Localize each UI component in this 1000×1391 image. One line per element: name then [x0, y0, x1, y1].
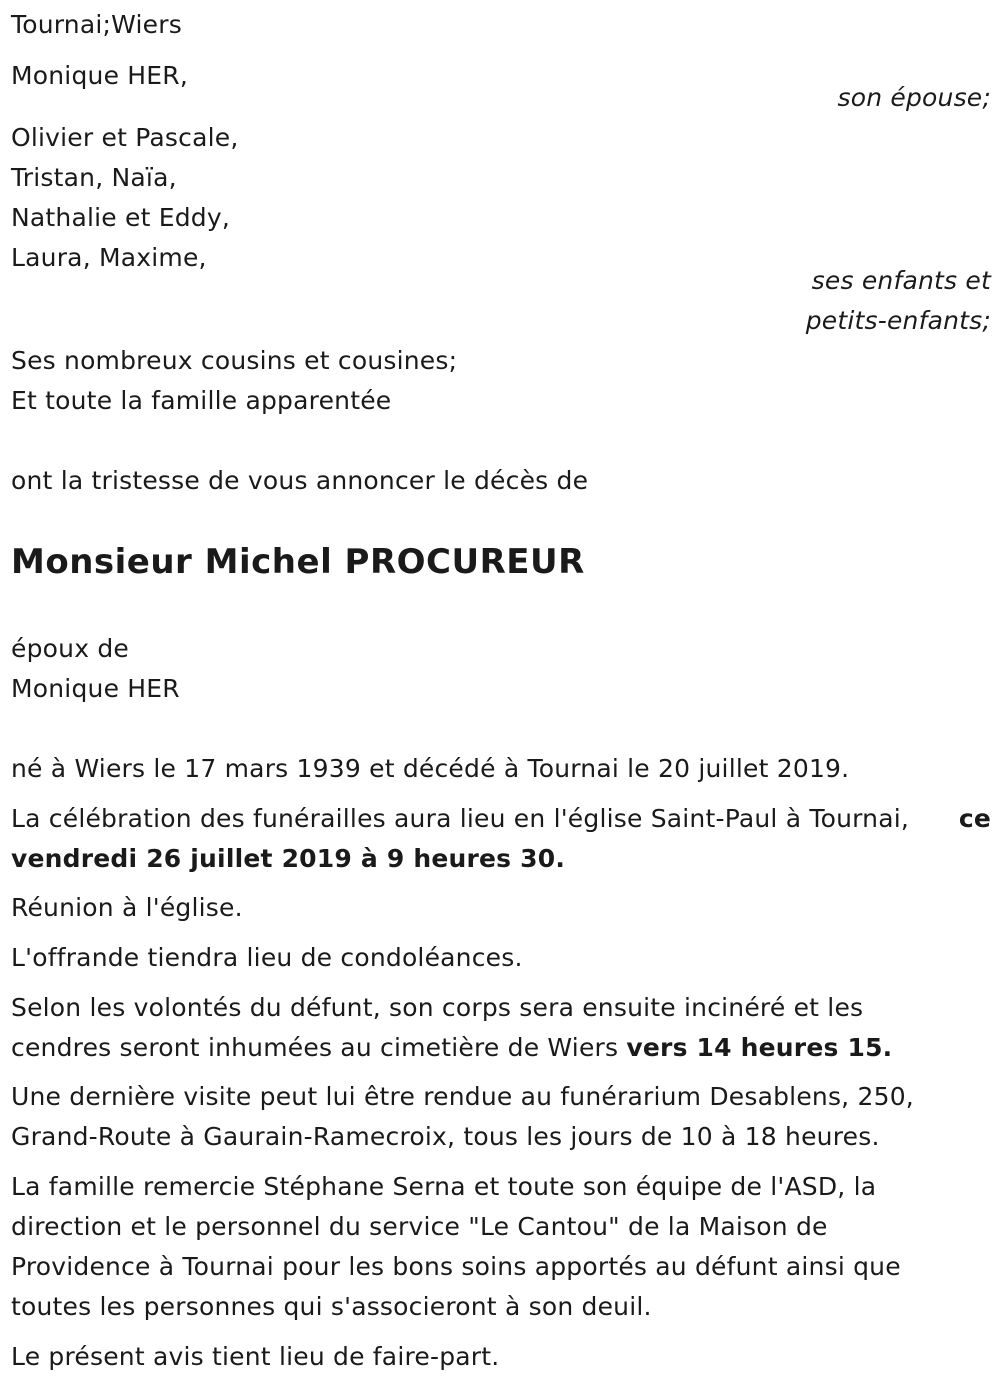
relatives-line: Et toute la famille apparentée — [11, 386, 392, 415]
cremation-time: vers 14 heures 15. — [626, 1033, 893, 1062]
deceased-name: Monsieur Michel PROCUREUR — [11, 542, 585, 582]
children-role-1: ses enfants et — [811, 266, 991, 295]
cousins-line: Ses nombreux cousins et cousines; — [11, 346, 458, 375]
child-line-3: Nathalie et Eddy, — [11, 203, 231, 232]
notice-line: Le présent avis tient lieu de faire-part. — [11, 1342, 500, 1371]
child-line-4: Laura, Maxime, — [11, 243, 207, 272]
obituary-notice — [11, 0, 991, 1391]
funeral-bold-start: ce — [958, 804, 991, 833]
child-line-2: Tristan, Naïa, — [11, 163, 177, 192]
cremation-line-1: Selon les volontés du défunt, son corps sera ensuite incinéré et les — [11, 993, 864, 1022]
funeral-text: La célébration des funérailles aura lieu en l'église Saint-Paul à Tournai, — [11, 804, 910, 833]
announcement-intro: ont la tristesse de vous annoncer le décès de — [11, 466, 589, 495]
child-line-1: Olivier et Pascale, — [11, 123, 239, 152]
children-role-2: petits-enfants; — [805, 306, 991, 335]
spouse-role: son épouse; — [837, 83, 991, 112]
funeral-line-1 — [11, 799, 991, 839]
spouse-name: Monique HER, — [11, 61, 189, 90]
meeting-line: Réunion à l'église. — [11, 893, 243, 922]
location-line: Tournai;Wiers — [11, 10, 182, 39]
cremation-text: cendres seront inhumées au cimetière de Wiers — [11, 1033, 619, 1062]
offering-line: L'offrande tiendra lieu de condoléances. — [11, 943, 523, 972]
thanks-line-2: direction et le personnel du service "Le Cantou" de la Maison de — [11, 1212, 828, 1241]
visit-line-2: Grand-Route à Gaurain-Ramecroix, tous les jours de 10 à 18 heures. — [11, 1122, 880, 1151]
thanks-line-1: La famille remercie Stéphane Serna et toute son équipe de l'ASD, la — [11, 1172, 877, 1201]
thanks-line-3: Providence à Tournai pour les bons soins apportés au défunt ainsi que — [11, 1252, 901, 1281]
husband-of-label: époux de — [11, 634, 129, 663]
visit-line-1: Une dernière visite peut lui être rendue au funérarium Desablens, 250, — [11, 1082, 914, 1111]
husband-of-name: Monique HER — [11, 674, 180, 703]
birth-death-line: né à Wiers le 17 mars 1939 et décédé à Tournai le 20 juillet 2019. — [11, 754, 850, 783]
funeral-date-time: vendredi 26 juillet 2019 à 9 heures 30. — [11, 844, 566, 873]
thanks-line-4: toutes les personnes qui s'associeront à son deuil. — [11, 1292, 652, 1321]
cremation-line-2 — [11, 1028, 892, 1068]
